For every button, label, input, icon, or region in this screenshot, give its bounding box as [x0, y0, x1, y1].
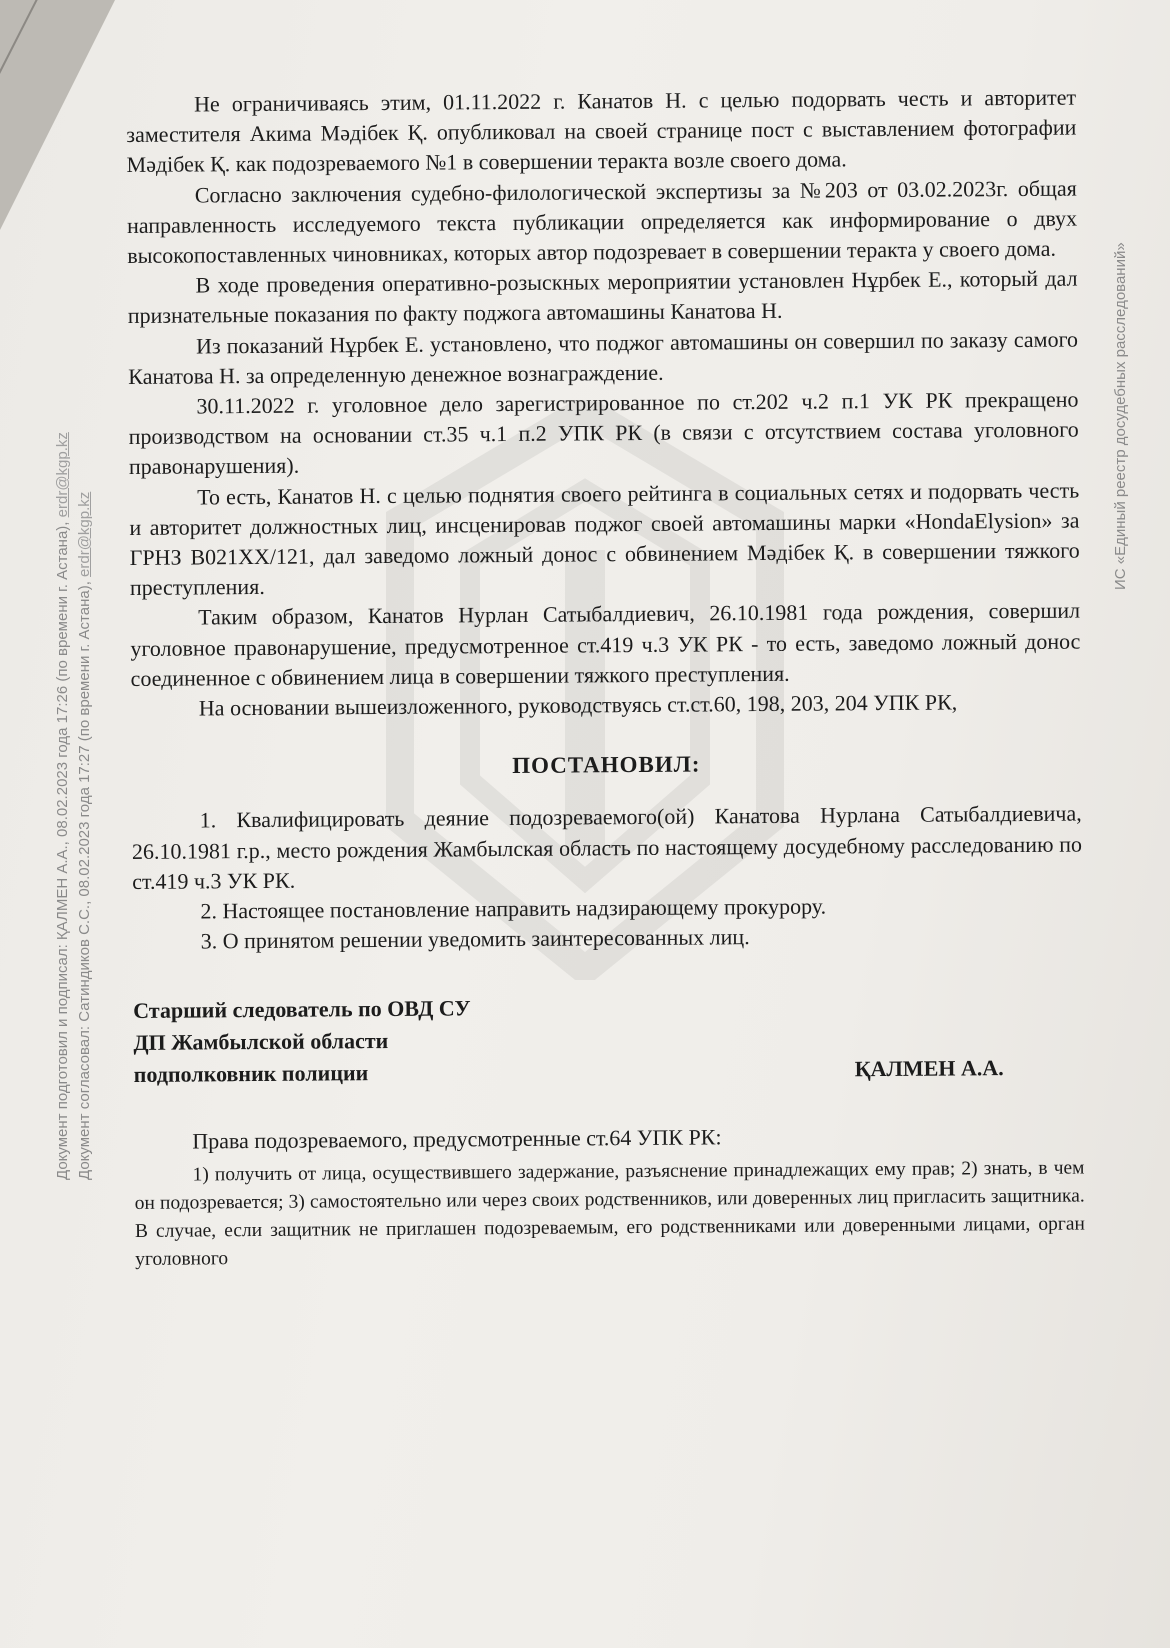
- signature-position: Старший следователь по ОВД СУ: [133, 995, 471, 1024]
- paragraph-4: Из показаний Нұрбек Е. установлено, что поджог автомашины он совершил по заказу самого Канатова Н. за определенную денежное вознаграждение.: [128, 326, 1079, 389]
- paragraph-6: То есть, Канатов Н. с целью поднятия своего рейтинга в социальных сетях и подорвать честь и авторитет должностных лиц, инсценировав поджог своей автомашины марки «HondaElysion» за ГРНЗ B021XX/121, дал заведомо ложный донос с обвинением Мәдібек Қ. в совершении тяжкого преступления.: [129, 477, 1080, 601]
- signature-stamp-line-2-text: Документ согласовал: Сатиндиков С.С., 08.02.2023 года 17:27 (по времени г. Астана),: [76, 581, 93, 1180]
- electronic-signature-stamp: [52, 432, 96, 1180]
- paragraph-7: Таким образом, Канатов Нурлан Сатыбалдиевич, 26.10.1981 года рождения, совершил уголовное правонарушение, предусмотренное ст.419 ч.3 УК РК - то есть, заведомо ложный донос соединенное с обвинением лица в совершении тяжкого преступления.: [130, 597, 1081, 691]
- signature-stamp-line-1-text: Документ подготовил и подписал: ҚАЛМЕН А.А., 08.02.2023 года 17:26 (по времени г. Астана),: [54, 521, 71, 1180]
- document-body: [126, 83, 1085, 1274]
- signature-block: [133, 988, 1084, 1091]
- resolution-item-2: 2. Настоящее постановление направить надзирающему прокурору.: [200, 893, 827, 924]
- paragraph-3: В ходе проведения оперативно-розыскных мероприятии установлен Нұрбек Е., который дал признательные показания по факту поджога автомашины Канатова Н.: [127, 265, 1078, 329]
- signature-department: ДП Жамбылской области: [133, 1028, 389, 1056]
- signature-stamp-line-1: [52, 432, 74, 1180]
- registry-stamp: ИС «Единый реестр досудебных расследований»: [1112, 242, 1129, 590]
- paragraph-2: Согласно заключения судебно-филологической экспертизы за №203 от 03.02.2023г. общая направленность исследуемого текста публикации определяется как информирование о двух высокопоставленных чиновниках, которых автор подозревает в совершении теракта у своего дома.: [126, 175, 1078, 269]
- rights-title: Права подозреваемого, предусмотренные ст.64 УПК РК:: [192, 1124, 722, 1154]
- resolution-item-3: 3. О принятом решении уведомить заинтересованных лиц.: [200, 924, 750, 954]
- resolution-item-1: 1. Квалифицировать деяние подозреваемого(ой) Канатова Нурлана Сатыбалдиевича, 26.10.1981 г.р., место рождения Жамбылская область по настоящему досудебному расследованию по ст.419 ч.3 УК РК.: [131, 800, 1083, 894]
- rights-text: 1) получить от лица, осуществившего задержание, разъяснение принадлежащих ему прав; 2) знать, в чем он подозревается; 3) самостоятельно или через своих родственников, или доверенных лиц пригласить защитника. В случае, если защитник не приглашен подозреваемым, его родственниками или доверенными лицами, орган уголовного: [134, 1157, 1086, 1270]
- paragraph-5: 30.11.2022 г. уголовное дело зарегистрированное по ст.202 ч.2 п.1 УК РК прекращено производством на основании ст.35 ч.1 п.2 УПК РК (в связи с отсутствием состава уголовного правонарушения).: [128, 386, 1079, 480]
- signature-rank: подполковник полиции: [133, 1060, 369, 1088]
- resolution-heading: ПОСТАНОВИЛ:: [512, 751, 701, 779]
- paragraph-1: Не ограничиваясь этим, 01.11.2022 г. Канатов Н. с целью подорвать честь и авторитет заместителя Акима Мәдібек Қ. опубликовал на своей странице пост с выставлением фотографии Мәдібек Қ. как подозреваемого №1 в совершении теракта возле своего дома.: [126, 84, 1077, 178]
- paragraph-8: На основании вышеизложенного, руководствуясь ст.ст.60, 198, 203, 204 УПК РК,: [198, 689, 958, 721]
- signature-stamp-line-2: [74, 432, 96, 1180]
- signature-stamp-line-2-email: erdr@kgp.kz: [76, 491, 93, 577]
- signature-stamp-line-1-email: erdr@kgp.kz: [54, 432, 71, 518]
- signature-name: ҚАЛМЕН А.А.: [854, 1055, 1004, 1082]
